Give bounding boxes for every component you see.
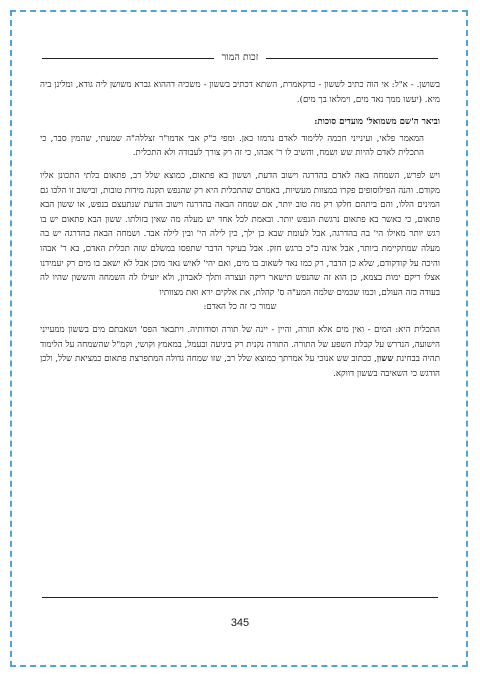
- paragraph-quote: המאמר פלאי, ועינייני חכמה ללימוד לאדם נרמזו כאן. ומפי כ"ק אבי אדמו"ר זצללה"ה שמעתי, שהמין סבר, כי התכלית לאדם להיות שש ושמח, והשיב לו ר' אבהו, כי זה רק צורך לעבודה ולא התכלית.: [40, 133, 424, 159]
- section-heading: וביאר ה'שם משמואל' מועדים סוכות:: [314, 117, 440, 128]
- page-content: [40, 78, 440, 389]
- book-title: זכות המור: [214, 52, 267, 63]
- paragraph-conclusion: [40, 323, 440, 381]
- paragraph-explanation-text: ויש לפרש, השמחה באה לאדם בהדרגה וישוב הדעת, וששון בא פתאום, כמוצא שלל רב, פתאום בלתי התכונן אליו מקודם. והנה הפילוסופים פקרו במצוות מעשיות, באמרם שהתכלית היא רק שהנפש תקנה מידות טובות, ובישוב זו הלכו גם המינים הללו, והם ביתהם חלקו רק מה טוב יותר, אם שמחה הבאה בהדרגה וישוב הדעת שנתעצם בנפש, או ששון הבא פתאום, כי כאשר בא פתאום נרגשת הנפש יותר. ובאמת לכל אחד יש מעלה מה שאין בזולתו. ששון הבא פתאום יש בו רגש יותר מאילו הי' בה בהדרגה, אבל לעומת שבא כן ילך, כין לילה הי' ובין לילה אבד. ושמחה הבאה בהדרגה יש בה מעלה שמתקיימת ביותר, אבל אינה כ"כ ברגש חזק. אבל בעיקר הדבר שתפסו במשלם שזה תכלית האדם, בא ר' אבהו והיכה על קודקודם, שלא כן הדבר, רק כמו נאד לשאוב בו מים, ואם יהי' לאיש נאד מוכן אבל לא ישאב בו מים רק יעמידנו אצלו ריקם ימות בצמא, כן הוא זה שהנפש תישאר ריקה ועצרה ותלך לאבדון, ולא יועילו לה השמחה והששון שהיו לה בעודה בזה העולם, וכמו שכמים שלמה המע"ה ס' קהלת, את אלקים ירא ואת מצוותיו: [40, 170, 440, 298]
- running-header: [42, 52, 438, 64]
- conclusion-text-start: התכלית היא: המים - ואין מים אלא תורה, והיין - יינה של תורה וסודותיה. ויתבאר הפס' ושאבתם מים בששון ממעייני הישועה, הנדרש על קבלת השפע של התורה. התורה נקנית רק ביגיעה ובעמל, במאמץ וקושי, וקמ"ל שהשמחה על הלימוד תהיה בבחינת: [40, 324, 440, 365]
- emphasized-word: ששון: [376, 354, 394, 365]
- closing-line: שמור כי זה כל האדם:: [203, 302, 277, 313]
- footer-rule: [42, 597, 438, 598]
- page-number: 345: [230, 617, 250, 629]
- paragraph-explanation: [40, 169, 440, 300]
- conclusion-text-end: , ככתוב שש אנוכי על אמרתך כמוצא שלל רב, שזו שמחה גדולה המתפרצת פתאום כמציאת שלל, ולכן הודגש כי השאיבה בששון דווקא.: [40, 354, 440, 379]
- paragraph-gemara: בשושן. - א"ל: אי הוה כתיב לששון - כדקאמרת, השתא דכתיב בששון - משכיה דההוא גברא משושן ליה גודא, ומלינן ביה מיא. (יעשו ממך נאד מים, וימלאו בך מים).: [40, 80, 440, 105]
